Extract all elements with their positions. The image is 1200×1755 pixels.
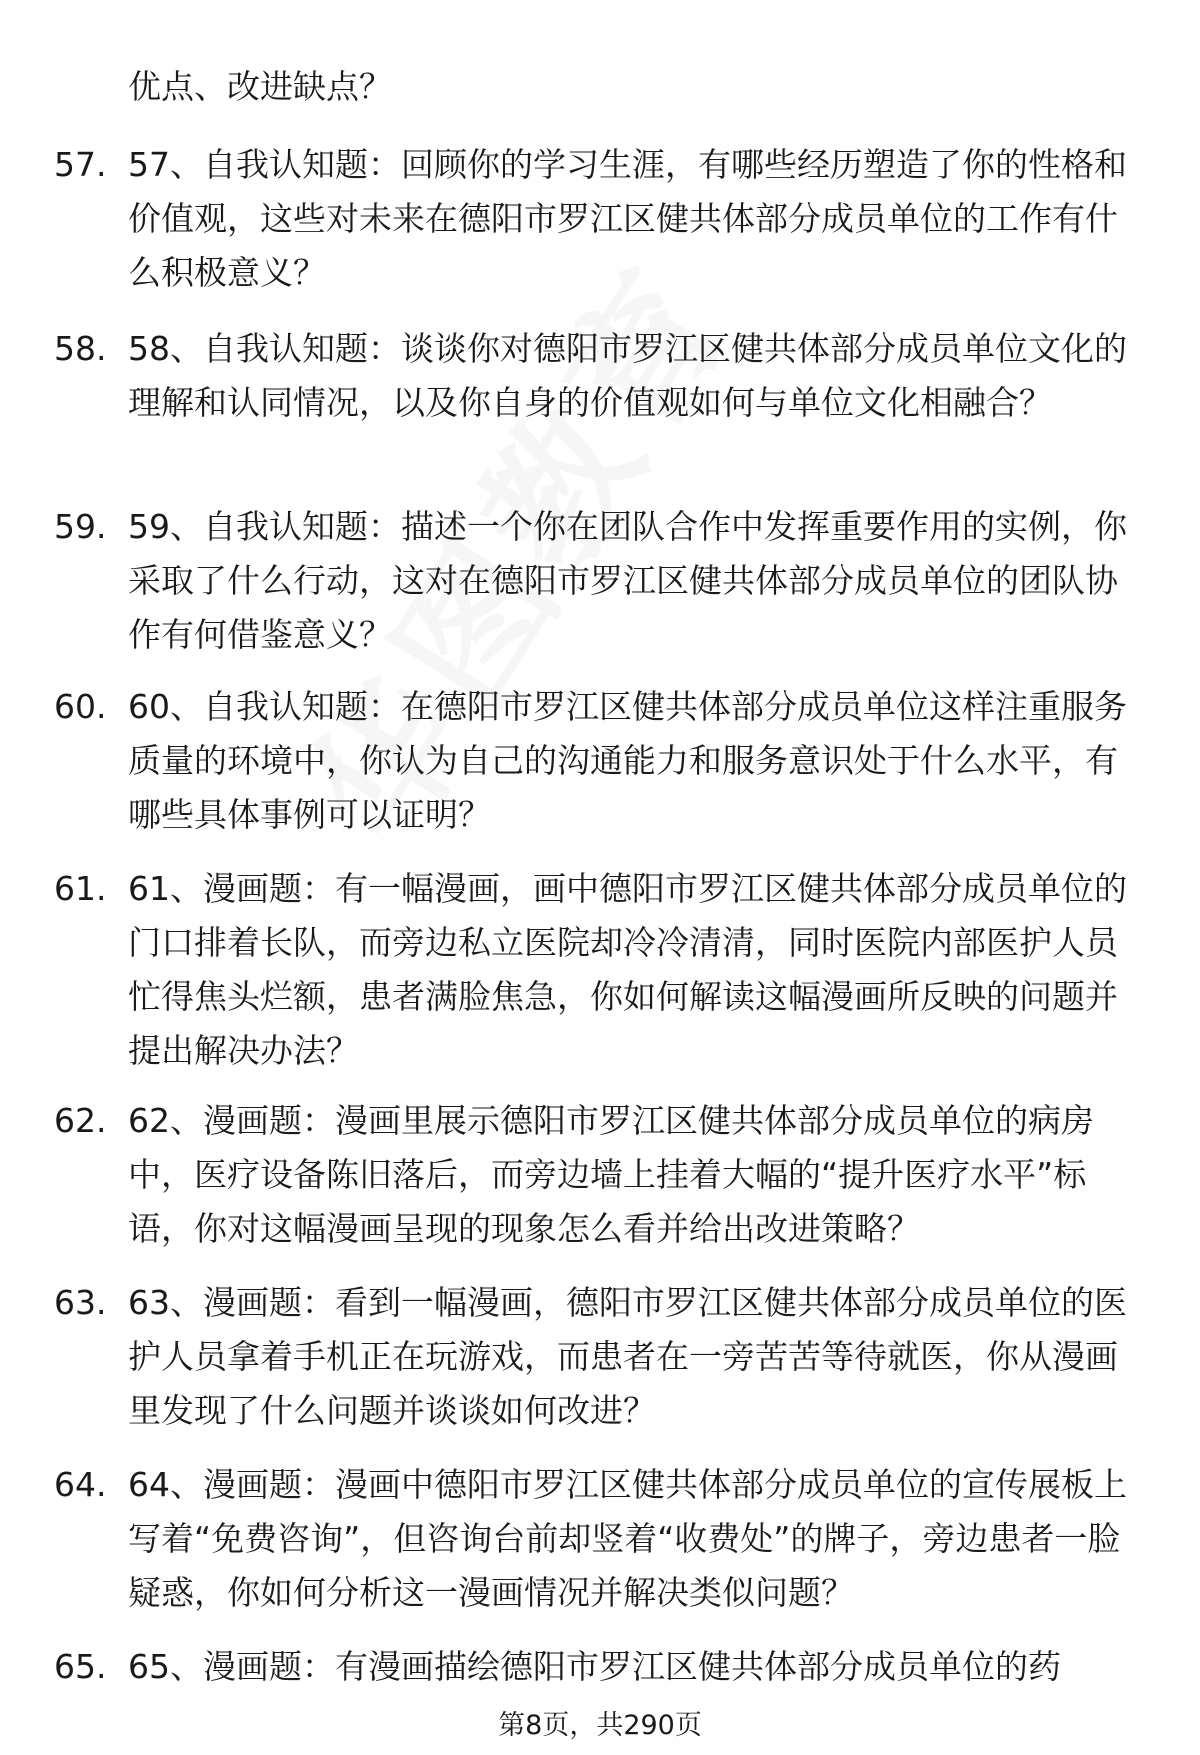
question-number: 61.	[54, 869, 107, 908]
question-text: 61、漫画题：有一幅漫画，画中德阳市罗江区健共体部分成员单位的门口排着长队，而旁边私立医院却冷冷清清，同时医院内部医护人员忙得焦头烂额，患者满脸焦急，你如何解读这幅漫画所反映的问题并提出解决办法？	[128, 869, 1127, 1070]
question-number: 65.	[54, 1647, 107, 1686]
question-text: 64、漫画题：漫画中德阳市罗江区健共体部分成员单位的宣传展板上写着“免费咨询”，但咨询台前却竖着“收费处”的牌子，旁边患者一脸疑惑，你如何分析这一漫画情况并解决类似问题？	[128, 1465, 1127, 1612]
question-number: 64.	[54, 1465, 107, 1504]
question-number: 63.	[54, 1283, 107, 1322]
question-text: 60、自我认知题：在德阳市罗江区健共体部分成员单位这样注重服务质量的环境中，你认为自己的沟通能力和服务意识处于什么水平，有哪些具体事例可以证明？	[128, 687, 1127, 834]
question-number: 60.	[54, 687, 107, 726]
question-number: 57.	[54, 145, 107, 184]
question-text: 59、自我认知题：描述一个你在团队合作中发挥重要作用的实例，你采取了什么行动，这对在德阳市罗江区健共体部分成员单位的团队协作有何借鉴意义？	[128, 507, 1127, 654]
page-footer: 第8页，共290页	[498, 1710, 702, 1741]
question-number: 62.	[54, 1101, 107, 1140]
question-number: 59.	[54, 507, 107, 546]
continued-text: 优点、改进缺点？	[128, 67, 392, 106]
question-text: 62、漫画题：漫画里展示德阳市罗江区健共体部分成员单位的病房中，医疗设备陈旧落后，而旁边墙上挂着大幅的“提升医疗水平”标语，你对这幅漫画呈现的现象怎么看并给出改进策略？	[128, 1101, 1094, 1248]
question-text: 58、自我认知题：谈谈你对德阳市罗江区健共体部分成员单位文化的理解和认同情况，以及你自身的价值观如何与单位文化相融合？	[128, 329, 1127, 422]
question-text: 63、漫画题：看到一幅漫画，德阳市罗江区健共体部分成员单位的医护人员拿着手机正在玩游戏，而患者在一旁苦苦等待就医，你从漫画里发现了什么问题并谈谈如何改进？	[128, 1283, 1127, 1430]
question-text: 57、自我认知题：回顾你的学习生涯，有哪些经历塑造了你的性格和价值观，这些对未来在德阳市罗江区健共体部分成员单位的工作有什么积极意义？	[128, 145, 1127, 292]
question-text: 65、漫画题：有漫画描绘德阳市罗江区健共体部分成员单位的药	[128, 1647, 1061, 1686]
question-number: 58.	[54, 329, 107, 368]
